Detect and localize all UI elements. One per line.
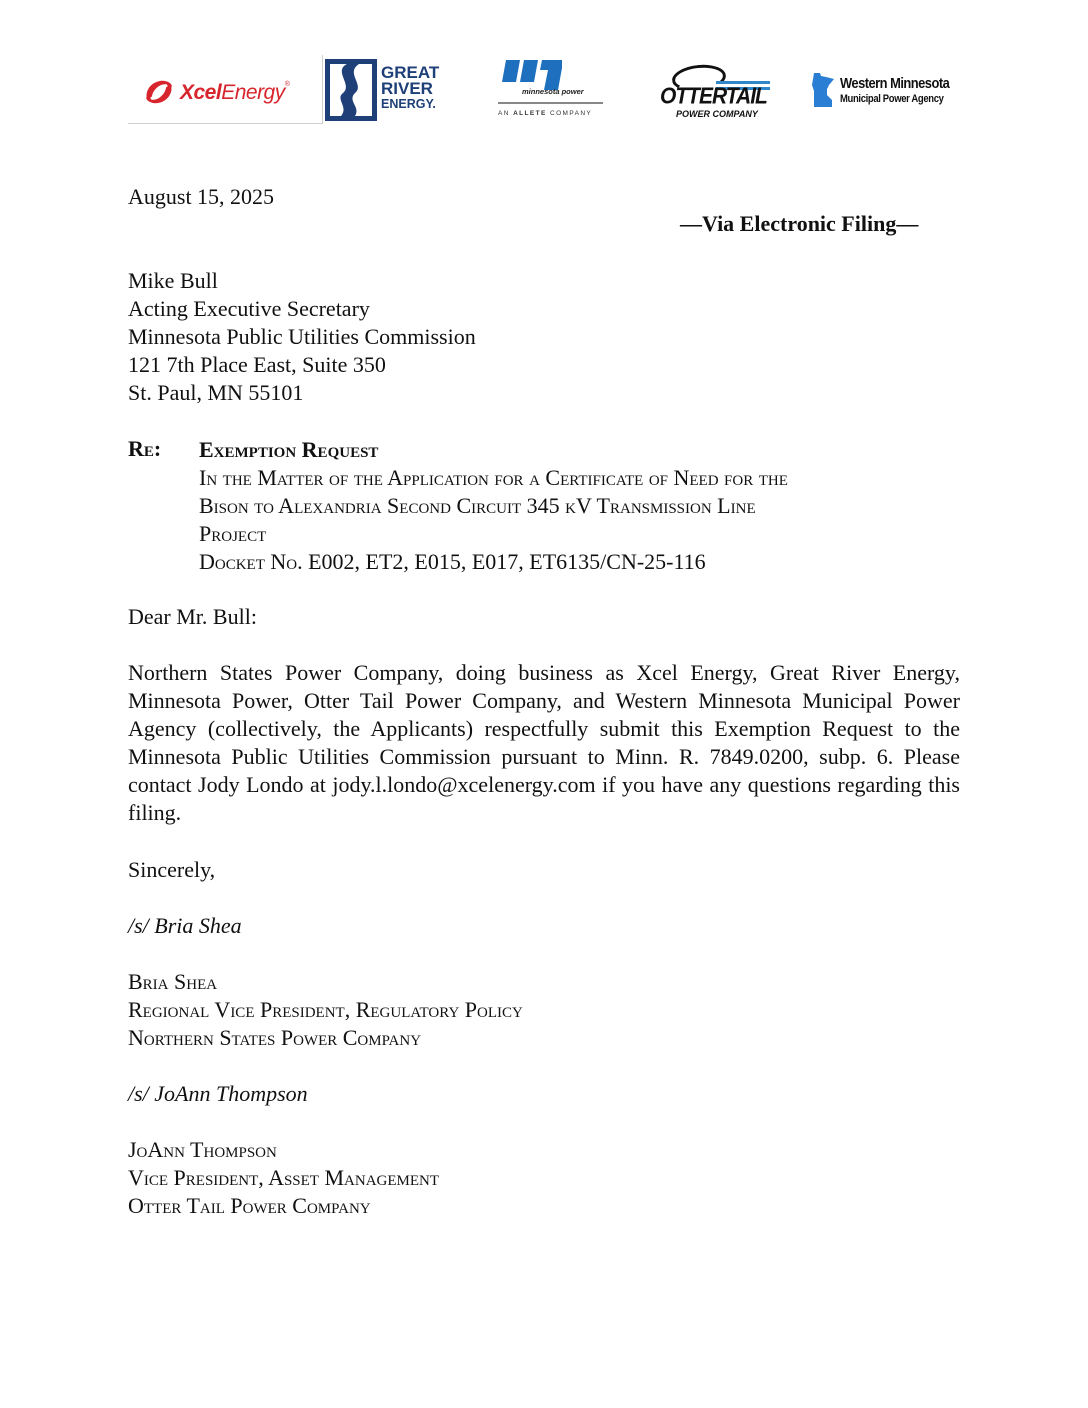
docket-number: Docket No. E002, ET2, E015, E017, ET6135/CN-25-116 <box>199 549 706 574</box>
great-river-wordmark: GREAT RIVER ENERGY. <box>381 63 440 111</box>
signatory-name: Bria Shea <box>128 969 218 994</box>
recipient-name: Mike Bull <box>128 268 218 293</box>
re-line: Project <box>199 521 267 546</box>
body-paragraph: Northern States Power Company, doing business as Xcel Energy, Great River Energy, Minnesota Power, Otter Tail Power Company, and Western Minnesota Municipal Power Agency (collectively, the Applicants) respectfully submit this Exemption Request to the Minnesota Public Utilities Commission pursuant to Minn. R. 7849.0200, subp. 6. Please contact Jody Londo at jody.l.londo@xcelenergy.com if you have any questions regarding this filing. <box>128 660 960 825</box>
signatory-company: Otter Tail Power Company <box>128 1193 371 1218</box>
great-river-energy-logo <box>325 59 440 121</box>
signatory-title: Vice President, Asset Management <box>128 1165 440 1190</box>
re-subject: Exemption Request <box>199 437 379 462</box>
recipient-city: St. Paul, MN 55101 <box>128 380 304 405</box>
xcel-swirl-icon <box>142 77 176 107</box>
re-line: Bison to Alexandria Second Circuit 345 kV Transmission Line <box>199 493 756 518</box>
recipient-organization: Minnesota Public Utilities Commission <box>128 324 476 349</box>
signature-1: /s/ Bria Shea <box>128 913 242 938</box>
signatory-1-block <box>128 968 960 1052</box>
re-block <box>199 436 959 576</box>
recipient-street: 121 7th Place East, Suite 350 <box>128 352 386 377</box>
re-line: In the Matter of the Application for a Certificate of Need for the <box>199 465 788 490</box>
xcel-wordmark: XcelEnergy® <box>180 81 290 104</box>
salutation: Dear Mr. Bull: <box>128 604 257 629</box>
minnesota-power-m-icon <box>502 60 564 90</box>
minnesota-power-logo: minnesota power AN ALLETE COMPANY <box>498 60 604 122</box>
recipient-address <box>128 267 960 407</box>
divider <box>498 102 603 104</box>
signatory-title: Regional Vice President, Regulatory Policy <box>128 997 523 1022</box>
signatory-2-block <box>128 1136 960 1220</box>
allete-tagline: AN ALLETE COMPANY <box>498 110 593 117</box>
delivery-method: —Via Electronic Filing— <box>680 211 919 236</box>
re-label: Re: <box>128 436 162 461</box>
signatory-company: Northern States Power Company <box>128 1025 422 1050</box>
letter-date: August 15, 2025 <box>128 184 275 209</box>
otter-tail-logo: OTTERTAIL POWER COMPANY <box>656 63 772 121</box>
recipient-title: Acting Executive Secretary <box>128 296 370 321</box>
letterhead-logos <box>128 55 960 130</box>
river-icon <box>325 59 377 121</box>
signatory-name: JoAnn Thompson <box>128 1137 277 1162</box>
western-minnesota-logo: Western Minnesota Municipal Power Agency <box>812 73 962 109</box>
closing: Sincerely, <box>128 857 216 882</box>
signature-2: /s/ JoAnn Thompson <box>128 1081 308 1106</box>
minnesota-state-icon <box>812 73 836 107</box>
xcel-energy-logo <box>128 55 323 124</box>
